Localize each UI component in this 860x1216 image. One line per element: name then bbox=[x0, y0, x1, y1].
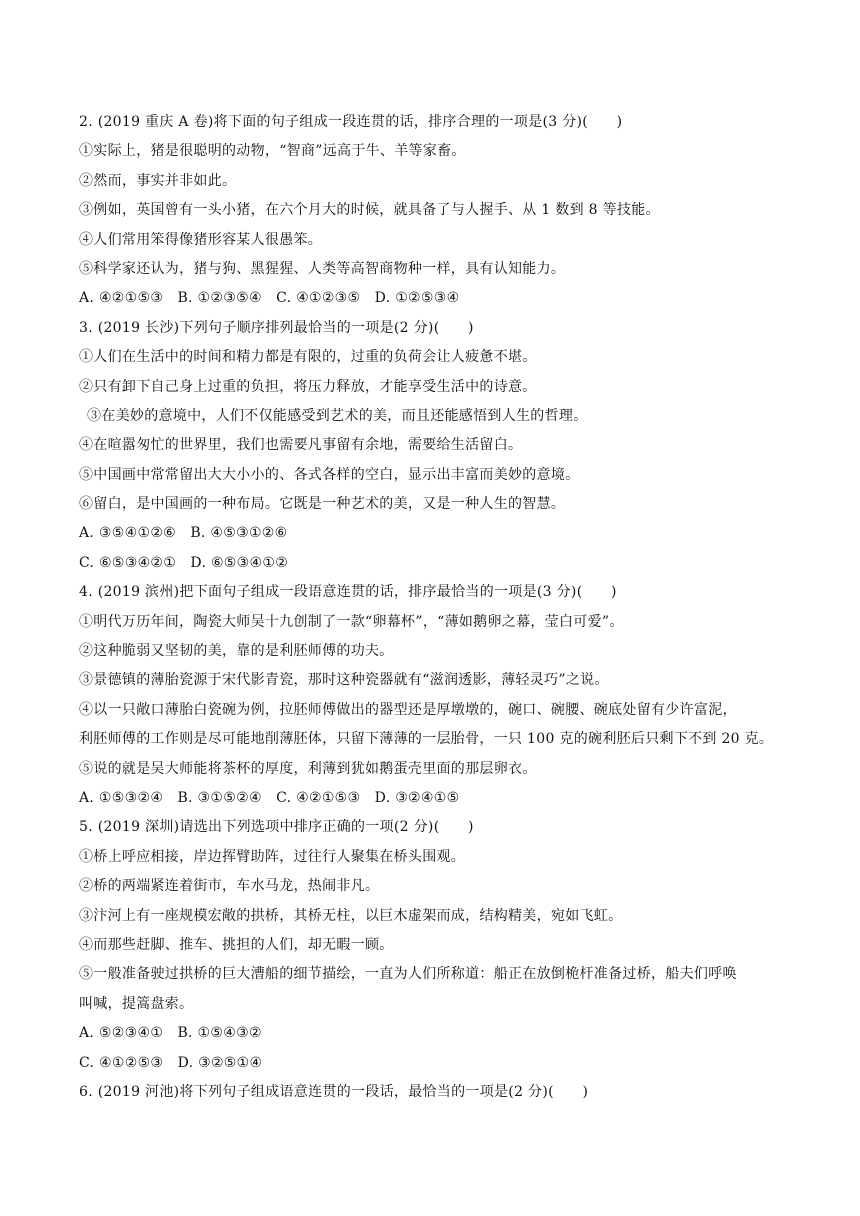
sentence-4: ④人们常用笨得像猪形容某人很愚笨。 bbox=[79, 231, 323, 248]
question-stem: 6. (2019 河池)将下列句子组成语意连贯的一段话，最恰当的一项是(2 分)( ) bbox=[79, 1083, 589, 1100]
sentence-1: ①桥上呼应相接，岸边挥臂助阵，过往行人聚集在桥头围观。 bbox=[79, 848, 466, 865]
sentence-5: ⑤中国画中常常留出大大小小的、各式各样的空白，显示出丰富而美妙的意境。 bbox=[79, 466, 580, 483]
question-stem: 4. (2019 滨州)把下面句子组成一段语意连贯的话，排序最恰当的一项是(3 分)( ) bbox=[79, 584, 617, 601]
sentence-1: ①明代万历年间，陶瓷大师吴十九创制了一款“卵幕杯”，“薄如鹅卵之幕，莹白可爱”。 bbox=[79, 613, 624, 630]
answer-options: A. ①⑤③②④ B. ③①⑤②④ C. ④②①⑤③ D. ③②④①⑤ bbox=[79, 789, 460, 806]
sentence-5: ⑤说的就是吴大师能将茶杯的厚度，利薄到犹如鹅蛋壳里面的那层卵衣。 bbox=[79, 760, 537, 777]
sentence-2: ②这种脆弱又坚韧的美，靠的是利胚师傅的功夫。 bbox=[79, 643, 394, 660]
sentence-2: ②只有卸下自己身上过重的负担，将压力释放，才能享受生活中的诗意。 bbox=[79, 378, 537, 395]
sentence-3: ③汴河上有一座规模宏敞的拱桥，其桥无柱，以巨木虚架而成，结构精美，宛如飞虹。 bbox=[79, 907, 623, 924]
answer-options-cd: C. ⑥⑤③④②① D. ⑥⑤③④①② bbox=[79, 554, 289, 571]
sentence-2: ②桥的两端紧连着街市，车水马龙，热闹非凡。 bbox=[79, 878, 380, 895]
answer-options-cd: C. ④①②⑤③ D. ③②⑤①④ bbox=[79, 1054, 263, 1071]
question-4 bbox=[79, 578, 799, 813]
sentence-3: ③在美妙的意境中，人们不仅能感受到艺术的美，而且还能感悟到人生的哲理。 bbox=[87, 407, 588, 424]
sentence-3: ③例如，英国曾有一头小猪，在六个月大的时候，就具备了与人握手、从 1 数到 8 等技能。 bbox=[79, 202, 660, 219]
sentence-4-line-2: 利胚师傅的工作则是尽可能地削薄胚体，只留下薄薄的一层胎骨，一只 100 克的碗利胚后只剩下不到 20 克。 bbox=[79, 731, 774, 748]
answer-options-ab: A. ⑤②③④① B. ①⑤④③② bbox=[79, 1025, 262, 1042]
question-stem: 5. (2019 深圳)请选出下列选项中排序正确的一项(2 分)( ) bbox=[79, 819, 474, 836]
sentence-5-line-2: 叫喊，提篙盘索。 bbox=[79, 995, 194, 1012]
question-6 bbox=[79, 1078, 799, 1107]
sentence-4-line-1: ④以一只敞口薄胎白瓷碗为例，拉胚师傅做出的器型还是厚墩墩的，碗口、碗腰、碗底处留有少许富泥， bbox=[79, 701, 737, 718]
sentence-4: ④而那些赶脚、推车、挑担的人们，却无暇一顾。 bbox=[79, 936, 394, 953]
sentence-4: ④在喧嚣匆忙的世界里，我们也需要凡事留有余地，需要给生活留白。 bbox=[79, 437, 523, 454]
question-stem: 3. (2019 长沙)下列句子顺序排列最恰当的一项是(2 分)( ) bbox=[79, 319, 474, 336]
sentence-1: ①人们在生活中的时间和精力都是有限的，过重的负荷会让人疲惫不堪。 bbox=[79, 349, 537, 366]
question-list bbox=[79, 108, 799, 1107]
question-stem: 2. (2019 重庆 A 卷)将下面的句子组成一段连贯的话，排序合理的一项是(3 分)( ) bbox=[79, 114, 623, 130]
sentence-2: ②然而，事实并非如此。 bbox=[79, 172, 237, 189]
question-2 bbox=[79, 108, 799, 314]
answer-options: A. ④②①⑤③ B. ①②③⑤④ C. ④①②③⑤ D. ①②⑤③④ bbox=[79, 290, 460, 307]
sentence-5: ⑤科学家还认为，猪与狗、黑猩猩、人类等高智商物种一样，具有认知能力。 bbox=[79, 260, 566, 277]
sentence-5-line-1: ⑤一般准备驶过拱桥的巨大漕船的细节描绘，一直为人们所称道：船正在放倒桅杆准备过桥，船夫们呼唤 bbox=[79, 966, 737, 983]
sentence-1: ①实际上，猪是很聪明的动物，“智商”远高于牛、羊等家畜。 bbox=[79, 143, 466, 160]
sentence-3: ③景德镇的薄胎瓷源于宋代影青瓷，那时这种瓷器就有“滋润透影，薄轻灵巧”之说。 bbox=[79, 672, 609, 689]
answer-options-ab: A. ③⑤④①②⑥ B. ④⑤③①②⑥ bbox=[79, 525, 288, 542]
sentence-6: ⑥留白，是中国画的一种布局。它既是一种艺术的美，又是一种人生的智慧。 bbox=[79, 496, 566, 513]
question-3 bbox=[79, 314, 799, 579]
question-5 bbox=[79, 813, 799, 1078]
